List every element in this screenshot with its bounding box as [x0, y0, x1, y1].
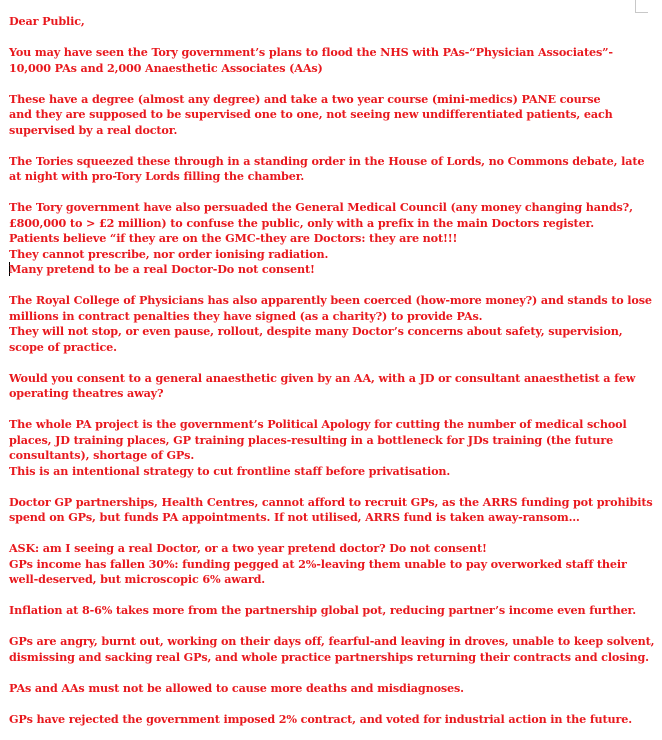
paragraph-royal-college: The Royal College of Physicians has also apparently been coerced (how-more money?) and stands to lose millions in contract penalties they have signed (as a charity?) to provide PAs. They will not stop, or even pause, rollout, despite many Doctor’s concerns about safety, supervision, scope of practice.	[9, 293, 652, 354]
paragraph-misdiagnoses: PAs and AAs must not be allowed to cause more deaths and misdiagnoses.	[9, 680, 464, 695]
paragraph-house-of-lords: The Tories squeezed these through in a standing order in the House of Lords, no Commons debate, late at night with pro-Tory Lords filling the chamber.	[9, 153, 645, 183]
paragraph-political-apology: The whole PA project is the government’s Political Apology for cutting the number of medical school places, JD training places, GP training places-resulting in a bottleneck for JDs training (the future consultants), shortage of GPs. This is an intentional strategy to cut frontline staff before privatisation.	[9, 417, 627, 478]
paragraph-inflation: Inflation at 8-6% takes more from the partnership global pot, reducing partner’s income even further.	[9, 603, 637, 617]
salutation: Dear Public,	[9, 14, 85, 28]
paragraph-pa-training: These have a degree (almost any degree) and take a two year course (mini-medics) PANE course and they are supposed to be supervised one to one, not seeing new undifferentiated patients, each supervised by a real doctor.	[9, 91, 613, 137]
paragraph-gmc: The Tory government have also persuaded the General Medical Council (any money changing hands?, £800,000 to > £2 million) to confuse the public, only with a prefix in the main Doctors register. Patients believe “if they are on the GMC-they are Doctors: they are not!!! They cannot prescribe, nor order ionising radiation. Many pretend to be a real Doctor-Do not consent!	[9, 200, 633, 276]
letter-body[interactable]	[9, 14, 657, 727]
paragraph-anaesthetic: Would you consent to a general anaesthetic given by an AA, with a JD or consultant anaesthetist a few operating theatres away?	[9, 370, 636, 400]
paragraph-arrs-funding: Doctor GP partnerships, Health Centres, cannot afford to recruit GPs, as the ARRS funding pot prohibits spend on GPs, but funds PA appointments. If not utilised, ARRS fund is taken away-ransom…	[9, 494, 653, 524]
page-corner-marker	[635, 0, 648, 13]
paragraph-industrial-action: GPs have rejected the government imposed 2% contract, and voted for industrial action in the future.	[9, 711, 632, 726]
paragraph-gps-angry: GPs are angry, burnt out, working on their days off, fearful-and leaving in droves, unable to keep solvent, dismissing and sacking real GPs, and whole practice partnerships returning their contracts and closing.	[9, 634, 655, 664]
paragraph-ask-real-doctor: ASK: am I seeing a real Doctor, or a two year pretend doctor? Do not consent! GPs income has fallen 30%: funding pegged at 2%-leaving them unable to pay overworked staff their well-deserved, but microscopic 6% award.	[9, 541, 627, 586]
paragraph-pa-plans: You may have seen the Tory government’s plans to flood the NHS with PAs-“Physician Associates”- 10,000 PAs and 2,000 Anaesthetic Associates (AAs)	[9, 45, 613, 75]
